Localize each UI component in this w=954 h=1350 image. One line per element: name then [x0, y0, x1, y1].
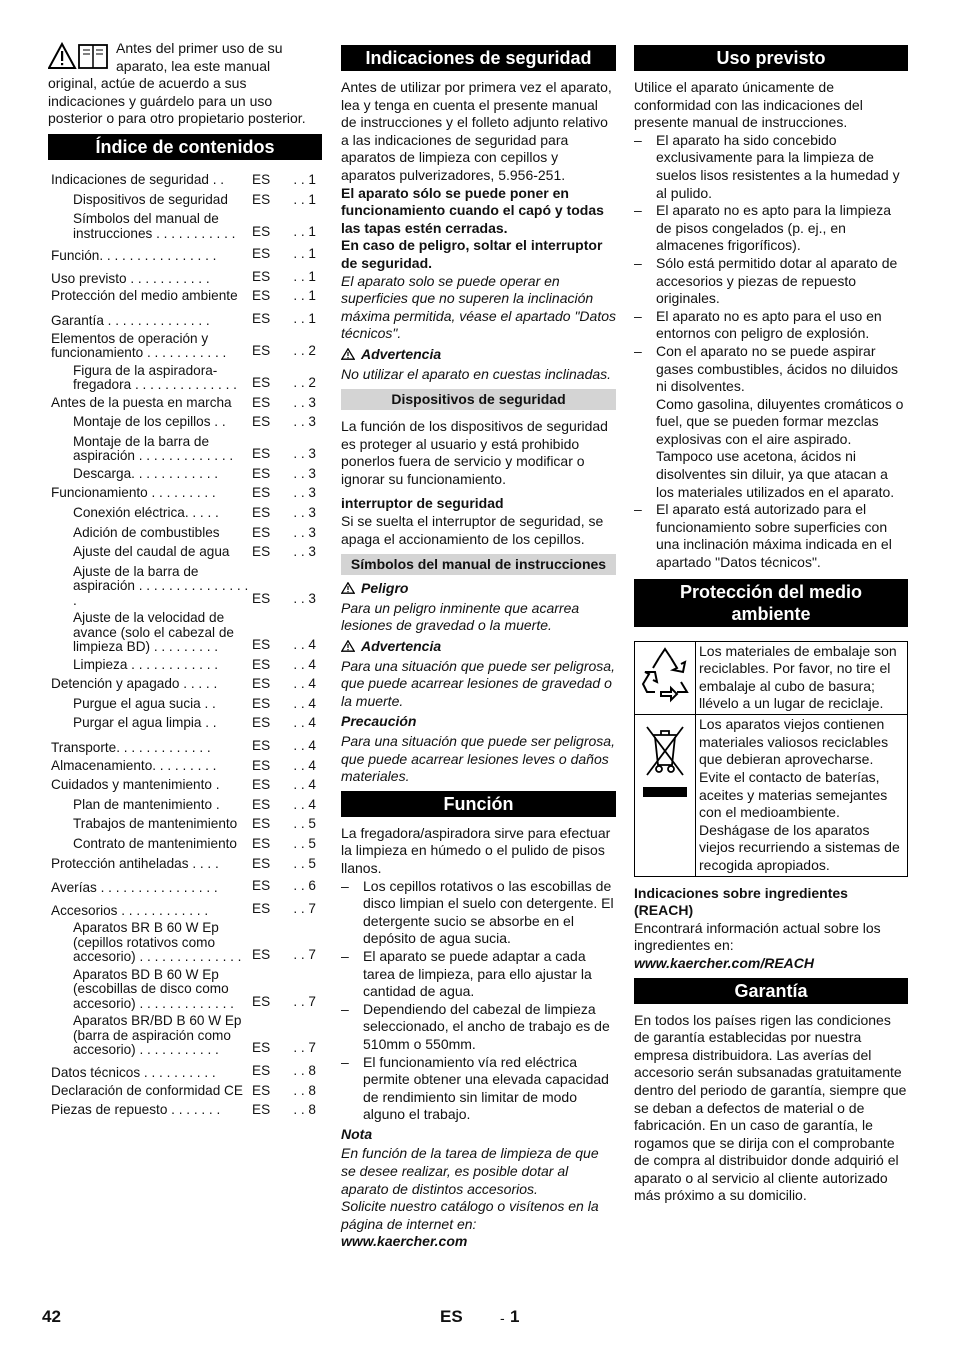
toc-lang: ES [252, 268, 271, 284]
warranty-heading: Garantía [634, 978, 908, 1004]
warning-triangle-icon [341, 348, 355, 360]
list-item: – El aparato está autorizado para el funcionamiento sobre superficies con una inclinación máxima indicada en el apartado "Datos técnicos". [634, 501, 908, 571]
toc-lang: ES [252, 1082, 271, 1098]
toc-title: Limpieza . . . . . . . . . . . . [73, 656, 219, 672]
toc-row[interactable] [48, 170, 322, 190]
env-table [634, 641, 908, 877]
toc-title: Aparatos BD B 60 W Ep (escobillas de disco como accesorio) . . . . . . . . . . . . . [73, 966, 234, 1011]
toc-row[interactable] [48, 834, 322, 854]
toc-row[interactable] [48, 775, 322, 795]
toc-row[interactable] [48, 795, 322, 815]
safety-warning [341, 346, 616, 364]
toc-title: Elementos de operación y funcionamiento . . . . . . . . . . . [51, 330, 227, 361]
toc-page: . . 3 [293, 485, 316, 501]
toc-lang: ES [252, 310, 271, 326]
intro-block [48, 40, 322, 128]
intro-text: Antes del primer uso de su aparato, lea este manual original, actúe de acuerdo a sus indicaciones y guárdelo para un uso posterior o para otro propietario posterior. [48, 40, 306, 127]
toc-lang: ES [252, 288, 271, 304]
table-row [635, 715, 908, 876]
toc-page: . . 4 [293, 738, 316, 754]
toc-lang: ES [252, 544, 271, 560]
toc-title: Funcionamiento . . . . . . . . . [51, 485, 216, 501]
toc-row[interactable] [48, 464, 322, 484]
toc-title: Detención y apagado . . . . . [51, 676, 218, 692]
toc-row[interactable] [48, 267, 322, 287]
toc-page: . . 1 [293, 191, 316, 207]
toc-page: . . 4 [293, 695, 316, 711]
toc-page: . . 4 [293, 757, 316, 773]
toc-lang: ES [252, 394, 271, 410]
recycle-text: Los materiales de embalaje son reciclables. Por favor, no tire el embalaje al cubo de basura; llévelo a un lugar de reciclaje. [696, 641, 908, 715]
toc-lang: ES [252, 1040, 271, 1056]
toc-page: . . 8 [293, 1062, 316, 1078]
toc-lang: ES [252, 777, 271, 793]
toc-title: Plan de mantenimiento . [73, 796, 220, 812]
toc-title: Piezas de repuesto . . . . . . . [51, 1102, 221, 1118]
toc-lang: ES [252, 757, 271, 773]
toc-lang: ES [252, 1102, 271, 1118]
toc-page: . . 3 [293, 465, 316, 481]
toc-title: Accesorios . . . . . . . . . . . . [51, 902, 209, 918]
danger-label: Peligro [361, 580, 409, 597]
toc-lang: ES [252, 246, 271, 262]
toc-page: . . 3 [293, 446, 316, 462]
note-label: Nota [341, 1125, 373, 1142]
warning-triangle-icon [341, 640, 355, 652]
safety-p2: El aparato sólo se puede poner en funcionamiento cuando el capó y todas las tapas estén cerradas. [341, 184, 604, 236]
toc-row[interactable] [48, 1014, 322, 1058]
safety-heading: Indicaciones de seguridad [341, 45, 616, 71]
toc-lang: ES [252, 504, 271, 520]
toc-page: . . 6 [293, 878, 316, 894]
toc-row[interactable] [48, 611, 322, 655]
weee-text: Los aparatos viejos contienen materiales valiosos reciclables que debieran aprovecharse. Evite el contacto de baterías, aceites y materias semejantes con el medioambiente. Deshágase de los aparatos viejos recurriendo a sistemas de recogida apropiados. [696, 715, 908, 876]
toc-lang: ES [252, 656, 271, 672]
warning2-label: Advertencia [361, 638, 442, 655]
toc-title: Garantía . . . . . . . . . . . . . . [51, 313, 210, 329]
toc-row[interactable] [48, 655, 322, 675]
list-item: – Con el aparato no se puede aspirar gases combustibles, ácidos no diluidos ni disolventes. [634, 343, 908, 396]
toc-lang: ES [252, 223, 271, 239]
toc-title: Ajuste del caudal de agua [73, 544, 230, 560]
toc-lang: ES [252, 715, 271, 731]
recycle-cell [635, 641, 696, 715]
warning2-text: Para una situación que puede ser peligrosa, que puede acarrear lesiones de gravedad o la muerte. [341, 657, 615, 709]
toc-lang: ES [252, 676, 271, 692]
table-of-contents [48, 170, 322, 1120]
safety-p3: En caso de peligro, soltar el interruptor de seguridad. [341, 237, 603, 271]
toc-page: . . 2 [293, 374, 316, 390]
toc-page: . . 4 [293, 715, 316, 731]
toc-row[interactable] [48, 364, 322, 393]
toc-page: . . 7 [293, 993, 316, 1009]
list-item: – El aparato no es apto para la limpieza de pisos congelados (p. ej., en almacenes frigoríficos). [634, 202, 908, 255]
toc-lang: ES [252, 485, 271, 501]
toc-lang: ES [252, 816, 271, 832]
toc-lang: ES [252, 695, 271, 711]
toc-row[interactable] [48, 1081, 322, 1101]
recycle-icon [639, 644, 691, 708]
toc-page: . . 8 [293, 1082, 316, 1098]
toc-lang: ES [252, 796, 271, 812]
toc-page: . . 4 [293, 796, 316, 812]
toc-page: . . 4 [293, 777, 316, 793]
toc-title: Aparatos BR B 60 W Ep (cepillos rotativos como accesorio) . . . . . . . . . . . . . . [73, 920, 242, 965]
toc-page: . . 3 [293, 544, 316, 560]
toc-title: Adición de combustibles [73, 524, 220, 540]
toc-lang: ES [252, 446, 271, 462]
toc-row[interactable] [48, 876, 322, 896]
toc-title: Ajuste de la velocidad de avance (solo el cabezal de limpieza BD) . . . . . . . . . [73, 610, 234, 655]
list-item: – El aparato no es apto para el uso en entornos con peligro de explosión. [634, 308, 908, 343]
symbols-heading: Símbolos del manual de instrucciones [341, 554, 616, 575]
weee-cell [635, 715, 696, 876]
safety-p4: El aparato solo se puede operar en superficies que no superen la inclinación máxima permitida, véase el apartado "Datos técnicos". [341, 272, 616, 342]
toc-page: . . 5 [293, 816, 316, 832]
toc-lang: ES [252, 524, 271, 540]
danger-heading [341, 580, 616, 598]
toc-row[interactable] [48, 968, 322, 1012]
toc-lang: ES [252, 1062, 271, 1078]
use-extra: Como gasolina, diluyentes cromáticos o fuel, que se pueden formar mezclas explosivas con el aire aspirado. Tampoco use acetona, ácidos ni disolventes sin diluir, ya que atacan a los materiales utilizados en el aparato. [656, 395, 904, 500]
toc-title: Dispositivos de seguridad [73, 191, 228, 207]
toc-title: Averías . . . . . . . . . . . . . . . . [51, 880, 218, 896]
toc-lang: ES [252, 191, 271, 207]
toc-row[interactable] [48, 674, 322, 694]
toc-lang: ES [252, 414, 271, 430]
safety-p1: Antes de utilizar por primera vez el aparato, lea y tenga en cuenta el presente manual de instrucciones y el folleto adjunto relativo a las indicaciones de seguridad para aparatos de limpieza con cepillos y aparatos pulverizadores, 5.956-251. [341, 79, 612, 183]
function-intro: La fregadora/aspiradora sirve para efectuar la limpieza en húmedo o el pulido de pisos llanos. [341, 824, 611, 876]
toc-row[interactable] [48, 854, 322, 874]
toc-row[interactable] [48, 503, 322, 523]
toc-lang: ES [252, 738, 271, 754]
toc-row[interactable] [48, 694, 322, 714]
toc-title: Purgar el agua limpia . . [73, 715, 217, 731]
table-row [635, 641, 908, 715]
toc-row[interactable] [48, 565, 322, 609]
switch-title: interruptor de seguridad [341, 495, 504, 512]
warning-manual-icon [48, 42, 110, 70]
toc-row[interactable] [48, 332, 322, 361]
toc-page: . . 5 [293, 836, 316, 852]
toc-page: . . 1 [293, 246, 316, 262]
toc-row[interactable] [48, 190, 322, 210]
function-list [341, 878, 616, 1124]
toc-lang: ES [252, 947, 271, 963]
toc-lang: ES [252, 993, 271, 1009]
toc-lang: ES [252, 342, 271, 358]
toc-row[interactable] [48, 736, 322, 756]
list-item: – Dependiendo del cabezal de limpieza seleccionado, el ancho de trabajo es de 510mm o 550mm. [341, 1001, 616, 1054]
toc-row[interactable] [48, 756, 322, 776]
toc-row[interactable] [48, 899, 322, 919]
toc-title: Aparatos BR/BD B 60 W Ep (barra de aspiración como accesorio) . . . . . . . . . . . [73, 1013, 242, 1058]
toc-title: Montaje de los cepillos . . [73, 414, 226, 430]
toc-title: Contrato de mantenimiento [73, 836, 237, 852]
list-item: – Los cepillos rotativos o las escobillas de disco limpian el suelo con detergente. El detergente sucio se absorbe en el depósito de agua sucia. [341, 878, 616, 948]
reach-title: Indicaciones sobre ingredientes (REACH) [634, 884, 848, 919]
list-item: – Sólo está permitido dotar al aparato de accesorios y piezas de repuesto originales. [634, 255, 908, 308]
danger-text: Para un peligro inminente que acarrea lesiones de gravedad o la muerte. [341, 599, 580, 634]
toc-title: Montaje de la barra de aspiración . . . . . . . . . . . . . [73, 433, 234, 464]
toc-page: . . 7 [293, 1040, 316, 1056]
toc-row[interactable] [48, 393, 322, 413]
column-left [48, 40, 322, 1120]
toc-row[interactable] [48, 1061, 322, 1081]
footer-section-page: 1 [510, 1307, 520, 1326]
toc-title: Declaración de conformidad CE [51, 1082, 243, 1098]
toc-title: Protección del medio ambiente [51, 288, 238, 304]
toc-lang: ES [252, 855, 271, 871]
toc-row[interactable] [48, 713, 322, 733]
warning-label: Advertencia [361, 345, 442, 362]
note-link: www.kaercher.com [341, 1233, 468, 1250]
toc-title: Conexión eléctrica. . . . . [73, 504, 219, 520]
warning-text: No utilizar el aparato en cuestas inclinadas. [341, 365, 612, 382]
toc-lang: ES [252, 374, 271, 390]
toc-page: . . 4 [293, 676, 316, 692]
toc-lang: ES [252, 465, 271, 481]
toc-title: Cuidados y mantenimiento . [51, 777, 220, 793]
caution-text: Para una situación que puede ser peligrosa, que puede acarrear lesiones leves o daños materiales. [341, 733, 615, 785]
warranty-text: En todos los países rigen las condiciones de garantía establecidas por nuestra empresa distribuidora. Las averías del accesorio serán subsanadas gratuitamente dentro del periodo de garantía, siempre que se deban a defectos de material o de fabricación. En un caso de garantía, le rogamos que se dirija con el comprobante de compra al distribuidor donde adquirió el aparato o al servicio al cliente autorizado más próximo a su domicilio. [634, 1011, 907, 1204]
toc-page: . . 3 [293, 590, 316, 606]
column-right [634, 40, 908, 1205]
column-middle [341, 40, 616, 1251]
toc-lang: ES [252, 878, 271, 894]
toc-title: Símbolos del manual de instrucciones . . . . . . . . . . . [73, 211, 236, 241]
toc-page: . . 1 [293, 223, 316, 239]
toc-page: . . 3 [293, 524, 316, 540]
note-text: En función de la tarea de limpieza de que se desee realizar, es posible dotar al aparato de distintos accesorios. [341, 1145, 599, 1197]
toc-heading: Índice de contenidos [48, 134, 322, 160]
toc-row[interactable] [48, 286, 322, 306]
toc-title: Datos técnicos . . . . . . . . . . [51, 1065, 216, 1080]
toc-title: Indicaciones de seguridad . . [51, 171, 225, 187]
toc-page: . . 3 [293, 414, 316, 430]
toc-row[interactable] [48, 483, 322, 503]
reach-link: www.kaercher.com/REACH [634, 954, 814, 971]
toc-page: . . 2 [293, 342, 316, 358]
toc-page: . . 3 [293, 394, 316, 410]
toc-lang: ES [252, 900, 271, 916]
devices-heading: Dispositivos de seguridad [341, 389, 616, 410]
footer-lang: ES [440, 1307, 463, 1326]
toc-row[interactable] [48, 309, 322, 329]
note-text2: Solicite nuestro catálogo o visítenos en la página de internet en: [341, 1198, 599, 1232]
toc-row[interactable] [48, 244, 322, 264]
use-list-last [634, 501, 908, 571]
toc-lang: ES [252, 637, 271, 653]
use-heading: Uso previsto [634, 45, 908, 71]
toc-title: Descarga. . . . . . . . . . . . [73, 465, 219, 481]
toc-title: Almacenamiento. . . . . . . . . [51, 757, 217, 773]
crossed-bin-icon [639, 717, 691, 801]
toc-title: Trabajos de mantenimiento [73, 816, 238, 832]
reach-text: Encontrará información actual sobre los ingredientes en: [634, 919, 881, 954]
toc-page: . . 1 [293, 268, 316, 284]
toc-page: . . 4 [293, 656, 316, 672]
toc-title: Protección antiheladas . . . . [51, 855, 219, 871]
use-list [634, 132, 908, 396]
toc-lang: ES [252, 590, 271, 606]
toc-page: . . 4 [293, 637, 316, 653]
toc-title: Función. . . . . . . . . . . . . . . . [51, 248, 217, 264]
toc-row[interactable] [48, 212, 322, 241]
toc-row[interactable] [48, 542, 322, 562]
toc-page: . . 5 [293, 855, 316, 871]
toc-row[interactable] [48, 523, 322, 543]
switch-text: Si se suelta el interruptor de seguridad, se apaga el accionamiento de los cepillos. [341, 513, 604, 547]
footer-sep: - [500, 1310, 505, 1326]
use-intro: Utilice el aparato únicamente de conformidad con las indicaciones del presente manual de instrucciones. [634, 79, 863, 131]
toc-page: . . 1 [293, 310, 316, 326]
env-heading: Protección del medio ambiente [634, 579, 908, 627]
devices-text: La función de los dispositivos de seguridad es proteger al usuario y está prohibido ponerlos fuera de servicio y modificar o ignorar su funcionamiento. [341, 418, 608, 487]
list-item: – El aparato se puede adaptar a cada tarea de limpieza, para ello ajustar la cantidad de agua. [341, 948, 616, 1001]
toc-row[interactable] [48, 814, 322, 834]
list-item: – El funcionamiento vía red eléctrica permite obtener una elevada capacidad de rendimiento sin limitar de modo alguno el trabajo. [341, 1054, 616, 1124]
toc-row[interactable] [48, 921, 322, 965]
toc-title: Antes de la puesta en marcha [51, 394, 232, 410]
toc-page: . . 3 [293, 504, 316, 520]
toc-title: Ajuste de la barra de aspiración . . . . . . . . . . . . . . . . [73, 563, 249, 608]
toc-lang: ES [252, 171, 271, 187]
toc-title: Uso previsto . . . . . . . . . . . [51, 270, 210, 286]
page-number: 42 [42, 1307, 61, 1326]
toc-page: . . 8 [293, 1102, 316, 1118]
list-item: – El aparato ha sido concebido exclusivamente para la limpieza de suelos lisos resistentes a la humedad y al pulido. [634, 132, 908, 202]
toc-row[interactable] [48, 412, 322, 432]
caution-label: Precaución [341, 713, 417, 730]
toc-page: . . 1 [293, 171, 316, 187]
toc-lang: ES [252, 836, 271, 852]
warning2-heading [341, 638, 616, 656]
toc-page: . . 1 [293, 288, 316, 304]
toc-title: Transporte. . . . . . . . . . . . . [51, 740, 211, 756]
toc-page: . . 7 [293, 900, 316, 916]
warning-triangle-icon [341, 582, 355, 594]
toc-row[interactable] [48, 435, 322, 464]
toc-title: Purgue el agua sucia . . [73, 695, 216, 711]
toc-page: . . 7 [293, 947, 316, 963]
toc-row[interactable] [48, 1100, 322, 1120]
function-heading: Función [341, 791, 616, 817]
toc-title: Figura de la aspiradora-fregadora . . . . . . . . . . . . . . [73, 362, 237, 393]
